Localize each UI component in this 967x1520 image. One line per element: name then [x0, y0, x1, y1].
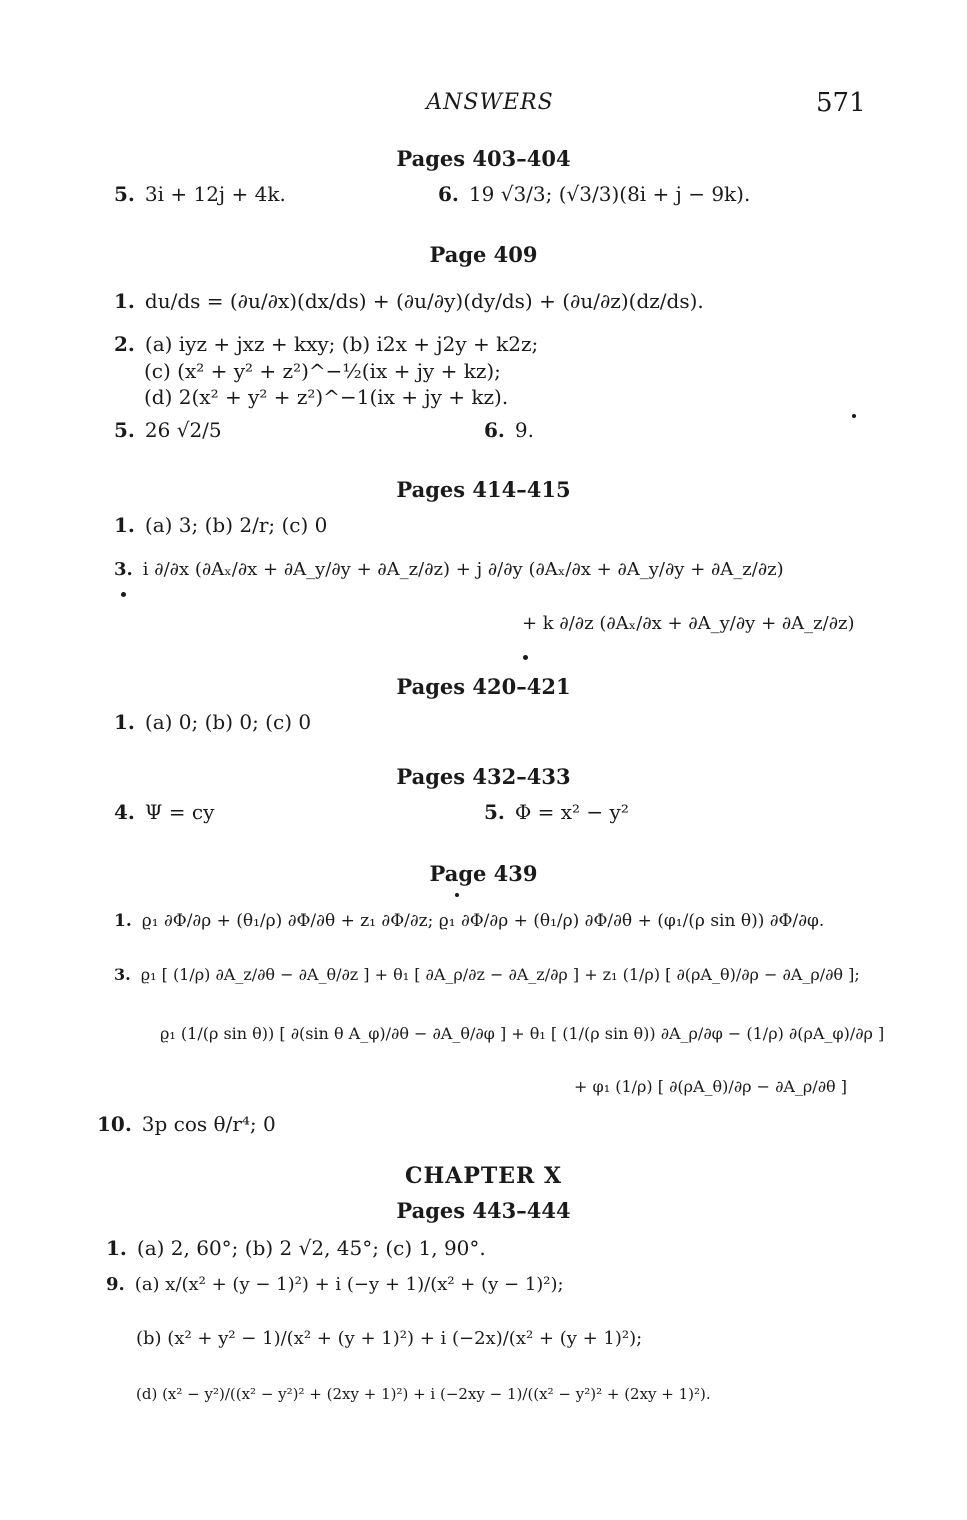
answer-text: (a) iyz + jxz + kxy; (b) i2x + j2y + k2z; [144, 332, 539, 356]
answer-line [136, 1386, 711, 1403]
answer-number: 1. [114, 710, 135, 734]
answer-text: Ψ = cy [144, 800, 215, 824]
answer-number: 1. [114, 289, 135, 313]
answer-line [114, 966, 860, 984]
answer-text: 26 √2/5 [144, 418, 222, 442]
answer-text: ϱ₁ ∂Φ/∂ρ + (θ₁/ρ) ∂Φ/∂θ + z₁ ∂Φ/∂z; ϱ₁ ∂Φ/∂ρ + (θ₁/ρ) ∂Φ/∂θ + (φ₁/(ρ sin θ)) ∂Φ/∂φ. [141, 911, 825, 931]
answer-number: 10. [97, 1112, 132, 1136]
answer-line [136, 1329, 642, 1349]
answer-line [114, 290, 704, 312]
answer-text: Φ = x² − y² [514, 800, 629, 824]
answer-text: (c) (x² + y² + z²)^−½(ix + jy + kz); [144, 359, 501, 383]
answer-text: (a) 3; (b) 2/r; (c) 0 [144, 513, 328, 537]
answer-line [160, 1025, 884, 1043]
answer-line [106, 1275, 564, 1295]
answer-line [574, 1078, 847, 1096]
answer-number: 5. [114, 418, 135, 442]
section-heading: Pages 403–404 [396, 146, 571, 171]
answer-text: + φ₁ (1/ρ) [ ∂(ρA_θ)/∂ρ − ∂A_ρ/∂θ ] [574, 1077, 847, 1096]
answer-number: 5. [114, 182, 135, 206]
section-heading: Pages 420–421 [396, 674, 571, 699]
print-speck [852, 414, 856, 418]
answer-line [484, 419, 534, 441]
answer-line [114, 333, 538, 355]
answer-text: (a) 0; (b) 0; (c) 0 [144, 710, 312, 734]
answer-text: (d) 2(x² + y² + z²)^−1(ix + jy + kz). [144, 385, 509, 409]
answer-line [484, 801, 629, 823]
answer-text: ϱ₁ (1/(ρ sin θ)) [ ∂(sin θ A_φ)/∂θ − ∂A_θ/∂φ ] + θ₁ [ (1/(ρ sin θ)) ∂A_ρ/∂φ − (1/ρ) ∂(ρA_φ)/∂ρ ] [160, 1024, 885, 1043]
running-head-title: ANSWERS [426, 90, 554, 115]
chapter-heading: CHAPTER X [404, 1163, 563, 1189]
answer-line [106, 1237, 486, 1259]
answer-text: 9. [514, 418, 534, 442]
answer-text: (a) x/(x² + (y − 1)²) + i (−y + 1)/(x² + (y − 1)²); [134, 1274, 564, 1295]
section-heading: Page 439 [429, 861, 538, 886]
answer-line [114, 183, 286, 205]
answer-line [114, 801, 214, 823]
print-speck [523, 655, 528, 660]
answer-line [97, 1113, 276, 1135]
answer-text: ϱ₁ [ (1/ρ) ∂A_z/∂θ − ∂A_θ/∂z ] + θ₁ [ ∂A_ρ/∂z − ∂A_z/∂ρ ] + z₁ (1/ρ) [ ∂(ρA_θ)/∂ρ − ∂A_ρ/∂θ ]; [140, 965, 860, 984]
answer-number: 3. [114, 559, 133, 580]
answer-line [114, 560, 784, 580]
answer-number: 9. [106, 1274, 125, 1295]
answer-text: (a) 2, 60°; (b) 2 √2, 45°; (c) 1, 90°. [136, 1236, 486, 1260]
section-heading: Pages 443–444 [396, 1198, 571, 1223]
answer-line [114, 912, 824, 931]
answer-line [114, 419, 222, 441]
answer-text: (b) (x² + y² − 1)/(x² + (y + 1)²) + i (−2x)/(x² + (y + 1)²); [136, 1328, 643, 1349]
answer-line [114, 711, 311, 733]
print-speck [455, 893, 459, 897]
section-heading: Pages 432–433 [396, 764, 571, 789]
print-speck [121, 592, 126, 597]
answer-line [438, 183, 750, 205]
answer-text: 3p cos θ/r⁴; 0 [141, 1112, 276, 1136]
answer-number: 1. [114, 911, 132, 931]
answer-number: 6. [438, 182, 459, 206]
answer-text: 19 √3/3; (√3/3)(8i + j − 9k). [468, 182, 751, 206]
answer-text: + k ∂/∂z (∂Aₓ/∂x + ∂A_y/∂y + ∂A_z/∂z) [522, 613, 855, 634]
answer-number: 2. [114, 332, 135, 356]
answer-text: (d) (x² − y²)/((x² − y²)² + (2xy + 1)²) + i (−2xy − 1)/((x² − y²)² + (2xy + 1)²). [136, 1385, 711, 1403]
answer-number: 1. [114, 513, 135, 537]
section-heading: Page 409 [429, 242, 538, 267]
answer-number: 3. [114, 965, 131, 984]
page-number: 571 [816, 88, 866, 118]
answer-number: 5. [484, 800, 505, 824]
answer-text: du/ds = (∂u/∂x)(dx/ds) + (∂u/∂y)(dy/ds) + (∂u/∂z)(dz/ds). [144, 289, 704, 313]
answer-text: 3i + 12j + 4k. [144, 182, 286, 206]
answer-number: 6. [484, 418, 505, 442]
answer-text: i ∂/∂x (∂Aₓ/∂x + ∂A_y/∂y + ∂A_z/∂z) + j ∂/∂y (∂Aₓ/∂x + ∂A_y/∂y + ∂A_z/∂z) [142, 559, 784, 580]
section-heading: Pages 414–415 [396, 477, 571, 502]
answer-line [522, 614, 855, 634]
answer-line [144, 386, 508, 408]
answer-line [114, 514, 327, 536]
answer-line [144, 360, 501, 382]
answer-number: 4. [114, 800, 135, 824]
answer-number: 1. [106, 1236, 127, 1260]
